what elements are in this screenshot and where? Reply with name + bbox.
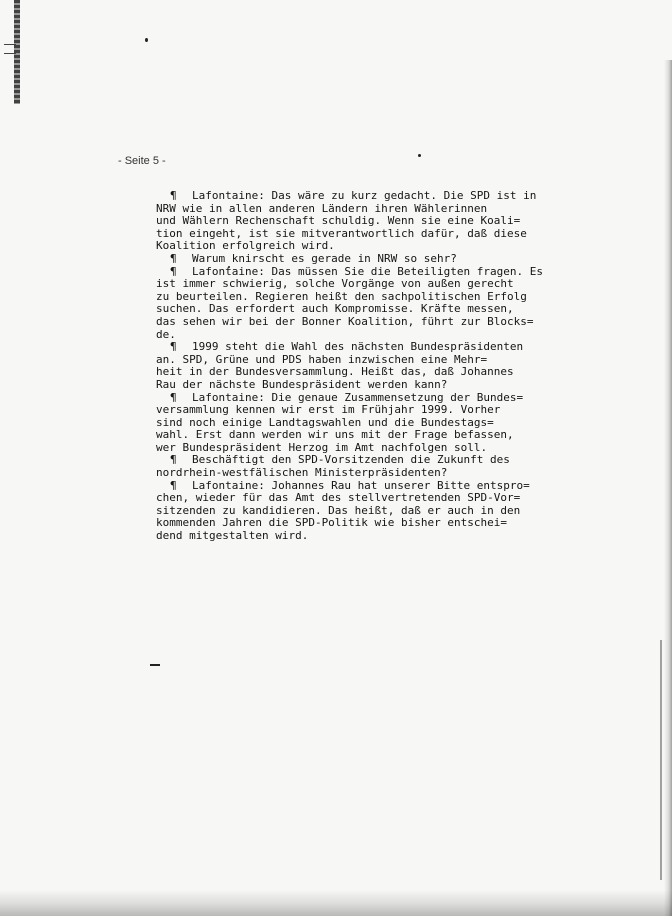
- text-line: [156, 530, 566, 543]
- scan-shadow-right: [664, 60, 672, 916]
- paragraph: [156, 454, 566, 479]
- interview-text: [156, 190, 566, 543]
- scan-shadow-bottom: [0, 890, 672, 916]
- scan-speck: [145, 38, 148, 42]
- line-text: das sehen wir bei der Bonner Koalition, führt zur Blocks=: [156, 314, 534, 328]
- line-text: nordrhein-westfälischen Ministerpräsidenten?: [156, 466, 448, 480]
- line-text: Beschäftigt den SPD-Vorsitzenden die Zukunft des: [192, 453, 510, 467]
- pilcrow-mark: ¶: [170, 390, 177, 404]
- pilcrow-mark: ¶: [170, 478, 177, 492]
- line-text: Lafontaine: Johannes Rau hat unserer Bitte entspro=: [192, 478, 530, 492]
- line-text: Warum knirscht es gerade in NRW so sehr?: [192, 251, 457, 265]
- line-text: tion eingeht, ist sie mitverantwortlich dafür, daß diese: [156, 226, 527, 240]
- scan-dash-mark: [150, 664, 160, 666]
- scan-fold-line: [660, 640, 662, 880]
- paragraph: [156, 190, 566, 253]
- line-text: sind noch einige Landtagswahlen und die Bundestags=: [156, 415, 494, 429]
- line-text: ist immer schwierig, solche Vorgänge von außen gerecht: [156, 277, 514, 291]
- line-text: 1999 steht die Wahl des nächsten Bundespräsidenten: [192, 340, 524, 354]
- line-text: an. SPD, Grüne und PDS haben inzwischen eine Mehr=: [156, 352, 488, 366]
- line-text: NRW wie in allen anderen Ländern ihren Wählerinnen: [156, 201, 488, 215]
- line-text: Lafontaine: Das wäre zu kurz gedacht. Die SPD ist in: [192, 189, 537, 202]
- line-text: Koalition erfolgreich wird.: [156, 239, 335, 253]
- line-text: wahl. Erst dann werden wir uns mit der Frage befassen,: [156, 428, 514, 442]
- line-text: Lafontaine: Die genaue Zusammensetzung der Bundes=: [192, 390, 524, 404]
- line-text: kommenden Jahren die SPD-Politik wie bisher entschei=: [156, 516, 507, 530]
- line-text: de.: [156, 327, 176, 341]
- paragraph: [156, 266, 566, 342]
- pilcrow-mark: ¶: [170, 251, 177, 265]
- line-text: chen, wieder für das Amt des stellvertretenden SPD-Vor=: [156, 491, 521, 505]
- line-text: zu beurteilen. Regieren heißt den sachpolitischen Erfolg: [156, 289, 527, 303]
- pilcrow-mark: ¶: [170, 264, 177, 278]
- line-text: wer Bundespräsident Herzog im Amt nachfolgen soll.: [156, 440, 488, 454]
- paragraph: [156, 392, 566, 455]
- pilcrow-mark: ¶: [170, 453, 177, 467]
- pilcrow-mark: ¶: [170, 340, 177, 354]
- line-text: Lafontaine: Das müssen Sie die Beteiligten fragen. Es: [192, 264, 543, 278]
- paragraph: [156, 480, 566, 543]
- scan-speck: [418, 154, 421, 157]
- line-text: sitzenden zu kandidieren. Das heißt, daß er auch in den: [156, 503, 521, 517]
- line-text: Rau der nächste Bundespräsident werden kann?: [156, 377, 448, 391]
- line-text: und Wählern Rechenschaft schuldig. Wenn sie eine Koali=: [156, 214, 521, 228]
- pilcrow-mark: ¶: [170, 189, 177, 202]
- line-text: versammlung kennen wir erst im Frühjahr 1999. Vorher: [156, 403, 501, 417]
- line-text: heit in der Bundesversammlung. Heißt das, daß Johannes: [156, 365, 514, 379]
- line-text: dend mitgestalten wird.: [156, 529, 309, 543]
- text-line: [156, 316, 566, 329]
- scan-edge-mark: [4, 44, 16, 54]
- line-text: suchen. Das erfordert auch Kompromisse. Kräfte messen,: [156, 302, 514, 316]
- page-number-label: - Seite 5 -: [118, 155, 166, 167]
- paragraph: [156, 341, 566, 391]
